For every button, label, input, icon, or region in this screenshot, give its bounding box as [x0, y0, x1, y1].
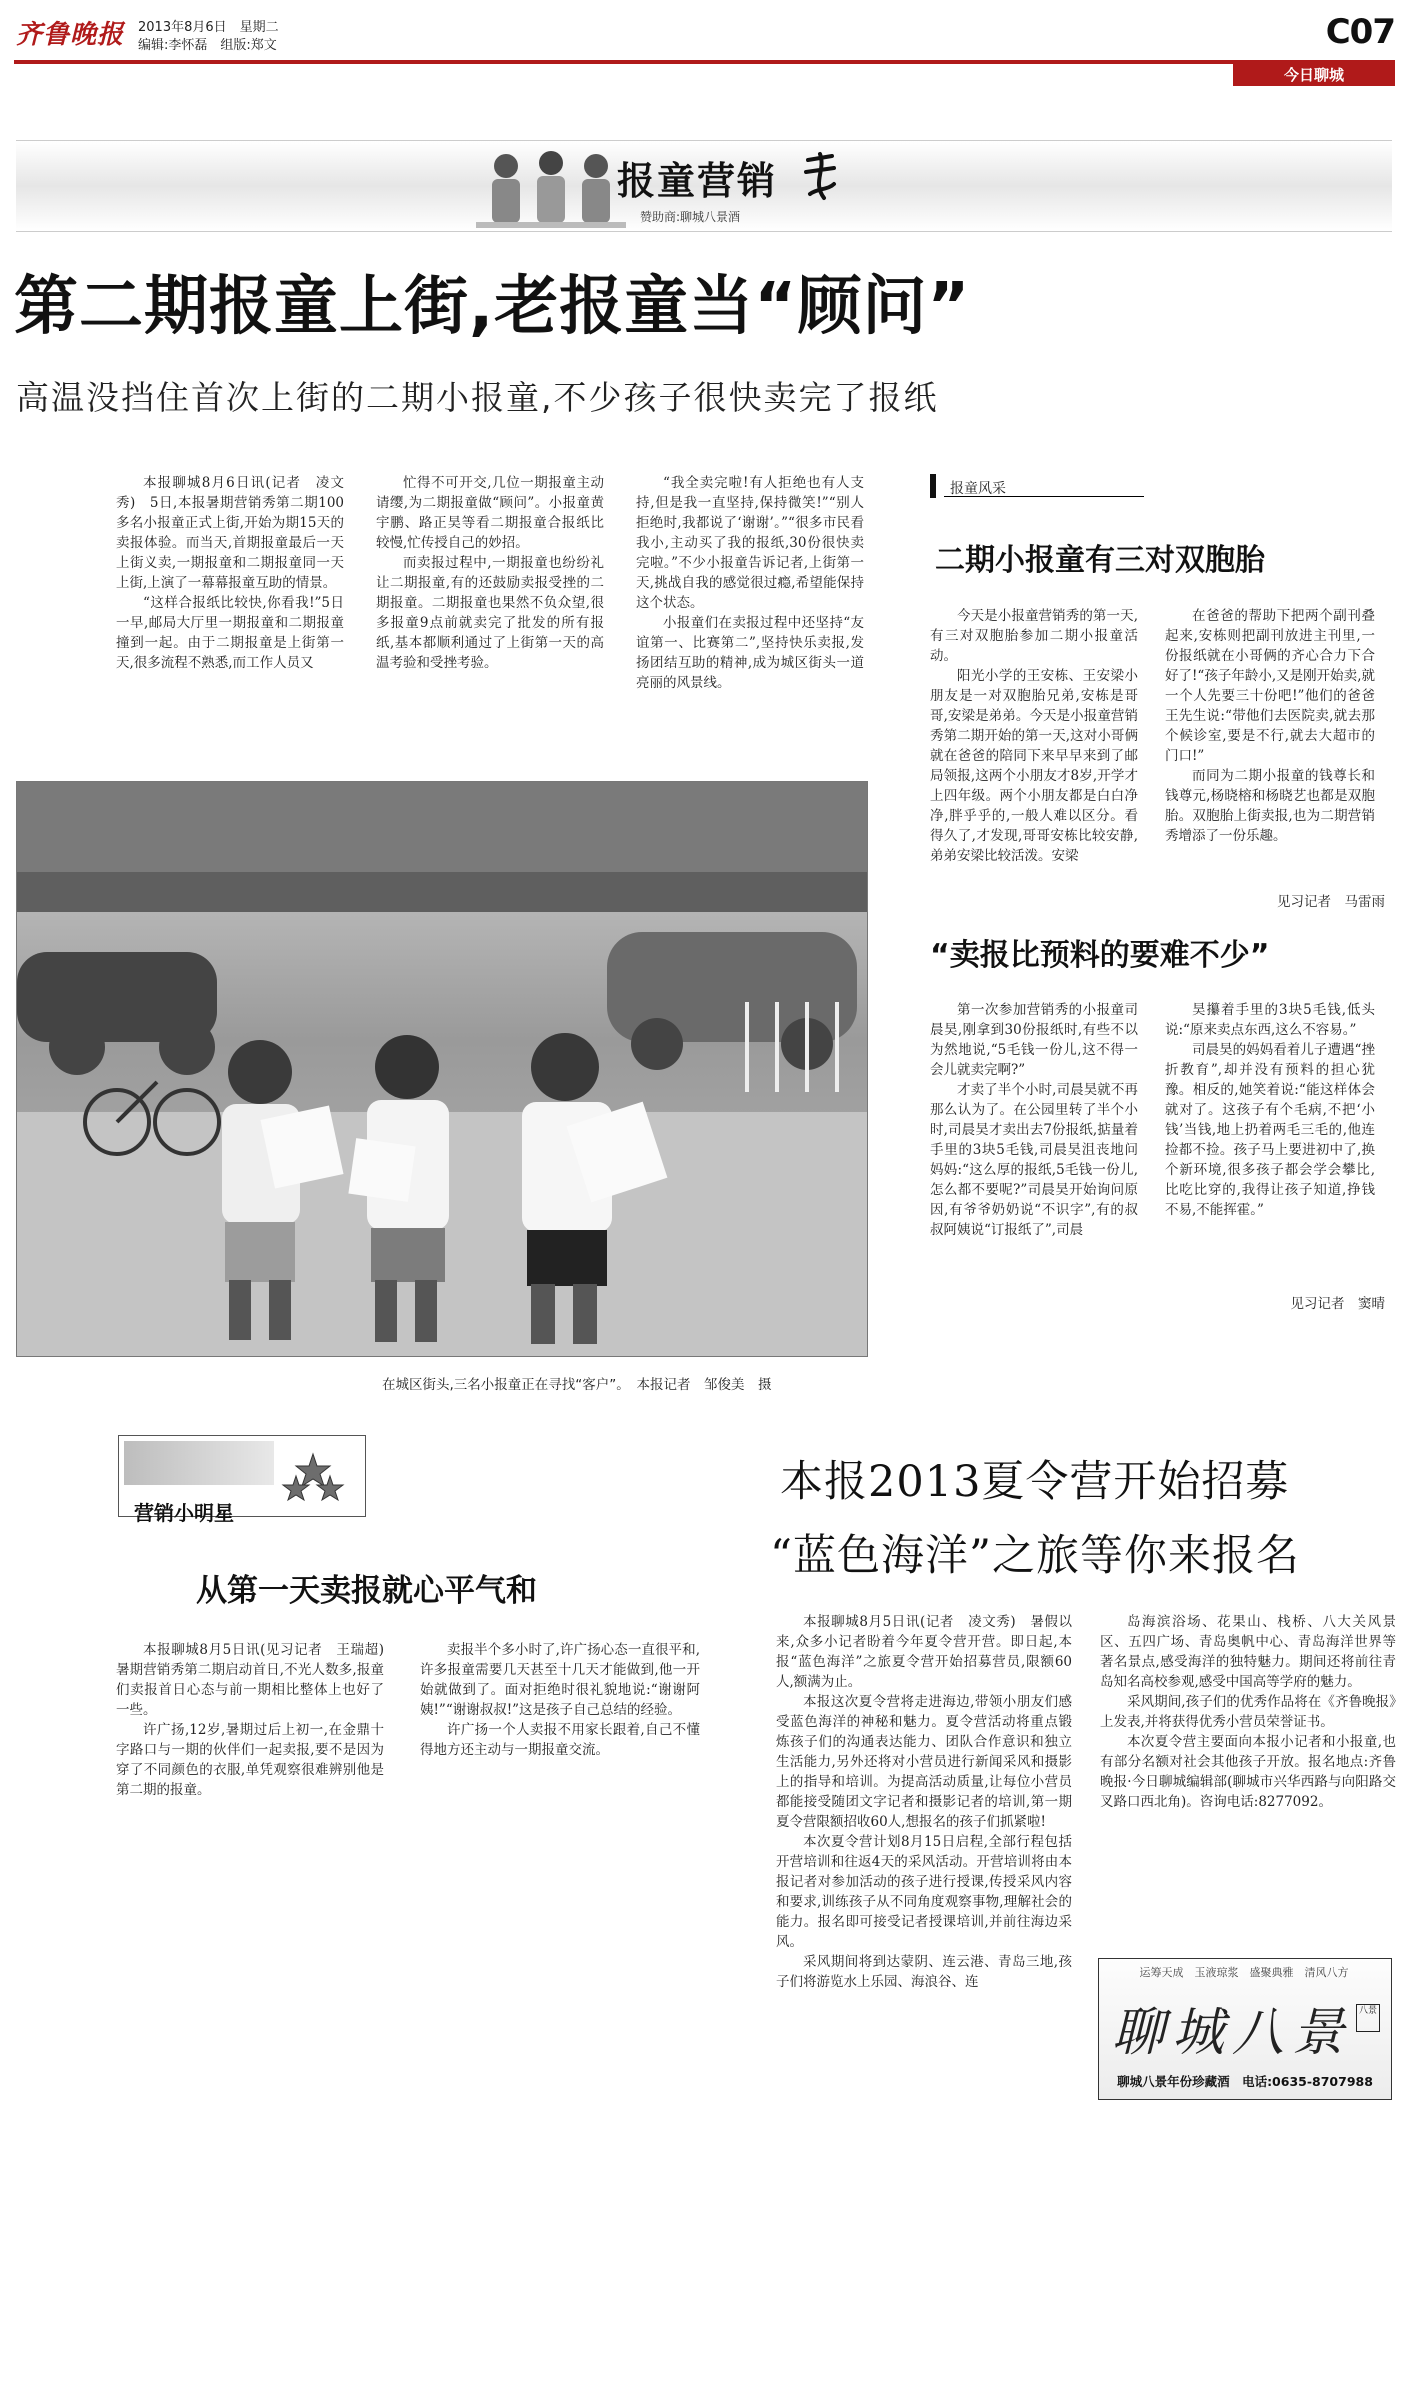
paragraph: 而卖报过程中,一期报童也纷纷礼让二期报童,有的还鼓励卖报受挫的二期报童。二期报童也果然不负众望,很多报童9点前就卖完了批发的所有报纸,基本都顺利通过了上街第一天的高温考验和受挫考验。 [376, 555, 604, 671]
star-box-col2 [420, 1640, 700, 1760]
lead-story-col3 [636, 473, 864, 693]
sidebar-kicker-rule [944, 496, 1144, 497]
banner-sponsor: 赞助商:聊城八景酒 [640, 210, 741, 224]
banner-kids-illustration [476, 146, 626, 228]
star-box-shade [124, 1441, 274, 1485]
paragraph: 许广扬一个人卖报不用家长跟着,自己不懂得地方还主动与一期报童交流。 [420, 1722, 700, 1758]
camp-headline1: 本报2013夏令营开始招募 [780, 1457, 1290, 1507]
paragraph: 本报聊城8月5日讯(见习记者 王瑞超) 暑期营销秀第二期启动首日,不光人数多,报童们卖报首日心态与前一期相比整体上也好了一些。 [116, 1642, 398, 1718]
paragraph: 本报这次夏令营将走进海边,带领小朋友们感受蓝色海洋的神秘和魅力。夏令营活动将重点锻炼孩子们的沟通表达能力、团队合作意识和独立生活能力,另外还将对小营员进行新闻采风和摄影上的指导和培训。为提高活动质量,让每位小营员都能接受随团文字记者和摄影记者的培训,第一期夏令营限额招收60人,想报名的孩子们抓紧啦! [776, 1694, 1072, 1830]
paragraph: 第一次参加营销秀的小报童司晨昊,刚拿到30份报纸时,有些不以为然地说,“5毛钱一份儿,这不得一会儿就卖完啊?” [930, 1002, 1138, 1078]
star-box-headline: 从第一天卖报就心平气和 [196, 1573, 537, 1609]
paragraph: 昊攥着手里的3块5毛钱,低头说:“原来卖点东西,这么不容易。” [1165, 1002, 1375, 1038]
banner-title: 报童营销 [617, 159, 778, 203]
sidebar-story2-byline: 见习记者 窦晴 [1290, 1296, 1385, 1312]
sidebar-kicker-mark [930, 474, 936, 498]
paragraph: 小报童们在卖报过程中还坚持“友谊第一、比赛第二”,坚持快乐卖报,发扬团结互助的精神,成为城区街头一道亮丽的风景线。 [636, 615, 864, 691]
paragraph: 许广扬,12岁,暑期过后上初一,在金鼎十字路口与一期的伙伴们一起卖报,要不是因为穿了不同颜色的衣服,单凭观察很难辨别他是第二期的报童。 [116, 1722, 384, 1798]
paragraph: “我全卖完啦!有人拒绝也有人支持,但是我一直坚持,保持微笑!”“别人拒绝时,我都说了‘谢谢’。”“很多市民看我小,主动买了我的报纸,30份很快卖完啦。”不少小报童告诉记者,上街第一天,挑战自我的感觉很过瘾,希望能保持这个状态。 [636, 475, 864, 611]
lead-subhead: 高温没挡住首次上街的二期小报童,不少孩子很快卖完了报纸 [16, 378, 939, 417]
banner-brush-mark [800, 150, 840, 202]
paragraph: 在爸爸的帮助下把两个副刊叠起来,安栋则把副刊放进主刊里,一份报纸就在小哥俩的齐心合力下合好了!“孩子年龄小,又是刚开始卖,就一个人先要三十份吧!”他们的爸爸王先生说:“带他们去医院卖,就去那个候诊室,要是不行,就去大超市的门口!” [1165, 608, 1375, 764]
paragraph: 本次夏令营计划8月15日启程,全部行程包括开营培训和往返4天的采风活动。开营培训将由本报记者对参加活动的孩子进行授课,传授采风内容和要求,训练孩子从不同角度观察事物,理解社会的能力。报名即可接受记者授课培训,并前往海边采风。 [776, 1834, 1072, 1950]
camp-col2 [1100, 1612, 1396, 1812]
paper-logo: 齐鲁晚报 [16, 20, 125, 50]
lead-photo-caption: 在城区街头,三名小报童正在寻找“客户”。 本报记者 邹俊美 摄 [382, 1377, 772, 1393]
date-line: 2013年8月6日 星期二 [138, 20, 279, 35]
advert-footer: 聊城八景年份珍藏酒 电话:0635-8707988 [1117, 2074, 1373, 2089]
lead-story-col1 [116, 473, 344, 673]
camp-headline2: “蓝色海洋”之旅等你来报名 [770, 1531, 1300, 1581]
masthead-rule [14, 60, 1395, 64]
sidebar-story2-col2 [1165, 1000, 1375, 1220]
paragraph: 本次夏令营主要面向本报小记者和小报童,也有部分名额对社会其他孩子开放。报名地点:齐鲁晚报·今日聊城编辑部(聊城市兴华西路与向阳路交叉路口西北角)。咨询电话:8277092。 [1100, 1734, 1396, 1810]
sidebar-story1-col1 [930, 606, 1138, 866]
paragraph: 司晨昊的妈妈看着儿子遭遇“挫折教育”,却并没有预料的担心犹豫。相反的,她笑着说:“能这样体会就对了。这孩子有个毛病,不把‘小钱’当钱,地上扔着两毛三毛的,他连捡都不捡。孩子马上要进初中了,换个新环境,很多孩子都会学会攀比,比吃比穿的,我得让孩子知道,挣钱不易,不能挥霍。” [1165, 1042, 1375, 1218]
paragraph: “这样合报纸比较快,你看我!”5日一早,邮局大厅里一期报童和二期报童撞到一起。由于二期报童是上街第一天,很多流程不熟悉,而工作人员又 [116, 595, 344, 671]
sidebar-story2-col1 [930, 1000, 1138, 1240]
paragraph: 卖报半个多小时了,许广扬心态一直很平和,许多报童需要几天甚至十几天才能做到,他一开始就做到了。面对拒绝时很礼貌地说:“谢谢阿姨!”“谢谢叔叔!”这是孩子自己总结的经验。 [420, 1642, 700, 1718]
lead-photo [16, 781, 868, 1357]
paragraph: 今天是小报童营销秀的第一天,有三对双胞胎参加二期小报童活动。 [930, 608, 1138, 664]
paragraph: 采风期间,孩子们的优秀作品将在《齐鲁晚报》上发表,并将获得优秀小营员荣誉证书。 [1100, 1694, 1396, 1730]
sidebar-story1-byline: 见习记者 马雷雨 [1277, 894, 1385, 910]
star-box-col1 [116, 1640, 398, 1800]
lead-story-col2 [376, 473, 604, 673]
lead-headline: 第二期报童上街,老报童当“顾问” [14, 270, 971, 344]
advert-seal: 八景 [1356, 2004, 1380, 2032]
sidebar-story1-col2 [1165, 606, 1375, 846]
paragraph: 才卖了半个小时,司晨昊就不再那么认为了。在公园里转了半个小时,司晨昊才卖出去7份报纸,掂量着手里的3块5毛钱,司晨昊沮丧地问妈妈:“这么厚的报纸,5毛钱一份儿,怎么都不要呢?”司晨昊开始询问原因,有爷爷奶奶说“不识字”,有的叔叔阿姨说“订报纸了”,司晨 [930, 1082, 1138, 1238]
section-tag: 今日聊城 [1233, 64, 1395, 86]
sidebar-story1-headline: 二期小报童有三对双胞胎 [935, 543, 1265, 578]
page-number: C07 [1325, 12, 1395, 52]
camp-col1 [776, 1612, 1072, 1992]
advert-brand: 聊城八景 [1112, 2003, 1353, 2063]
paragraph: 采风期间将到达蒙阴、连云港、青岛三地,孩子们将游览水上乐园、海浪谷、连 [776, 1954, 1072, 1990]
advert-tagline: 运筹天成 玉液琼浆 盛聚典雅 清风八方 [1139, 1966, 1349, 1979]
paragraph: 阳光小学的王安栋、王安梁小朋友是一对双胞胎兄弟,安栋是哥哥,安梁是弟弟。今天是小报童营销秀第二期开始的第一天,这对小哥俩就在爸爸的陪同下来早早来到了邮局领报,这两个小朋友才8岁,开学才上四年级。两个小朋友都是白白净净,胖乎乎的,一般人难以区分。看得久了,才发现,哥哥安栋比较安静,弟弟安梁比较活泼。安梁 [930, 668, 1138, 864]
sidebar-story2-headline: “卖报比预料的要难不少” [930, 938, 1270, 973]
stars-icon [280, 1452, 346, 1510]
paragraph: 岛海滨浴场、花果山、栈桥、八大关风景区、五四广场、青岛奥帆中心、青岛海洋世界等著名景点,感受海洋的独特魅力。期间还将前往青岛知名高校参观,感受中国高等学府的魅力。 [1100, 1614, 1396, 1690]
paragraph: 而同为二期小报童的钱尊长和钱尊元,杨晓榕和杨晓艺也都是双胞胎。双胞胎上街卖报,也为二期营销秀增添了一份乐趣。 [1165, 768, 1375, 844]
editor-line: 编辑:李怀磊 组版:郑文 [138, 38, 277, 53]
paragraph: 忙得不可开交,几位一期报童主动请缨,为二期报童做“顾问”。小报童黄宇鹏、路正昊等看二期报童合报纸比较慢,忙传授自己的妙招。 [376, 475, 604, 551]
paragraph: 本报聊城8月5日讯(记者 凌文秀) 暑假以来,众多小记者盼着今年夏令营开营。即日起,本报“蓝色海洋”之旅夏令营开始招募营员,限额60人,额满为止。 [776, 1614, 1072, 1690]
sidebar-kicker: 报童风采 [950, 481, 1006, 497]
paragraph: 本报聊城8月6日讯(记者 凌文秀) 5日,本报暑期营销秀第二期100多名小报童正式上街,开始为期15天的卖报体验。而当天,首期报童最后一天上街义卖,一期报童和二期报童同一天上街,上演了一幕幕报童互助的情景。 [116, 475, 344, 591]
star-box-title: 营销小明星 [134, 1501, 234, 1525]
